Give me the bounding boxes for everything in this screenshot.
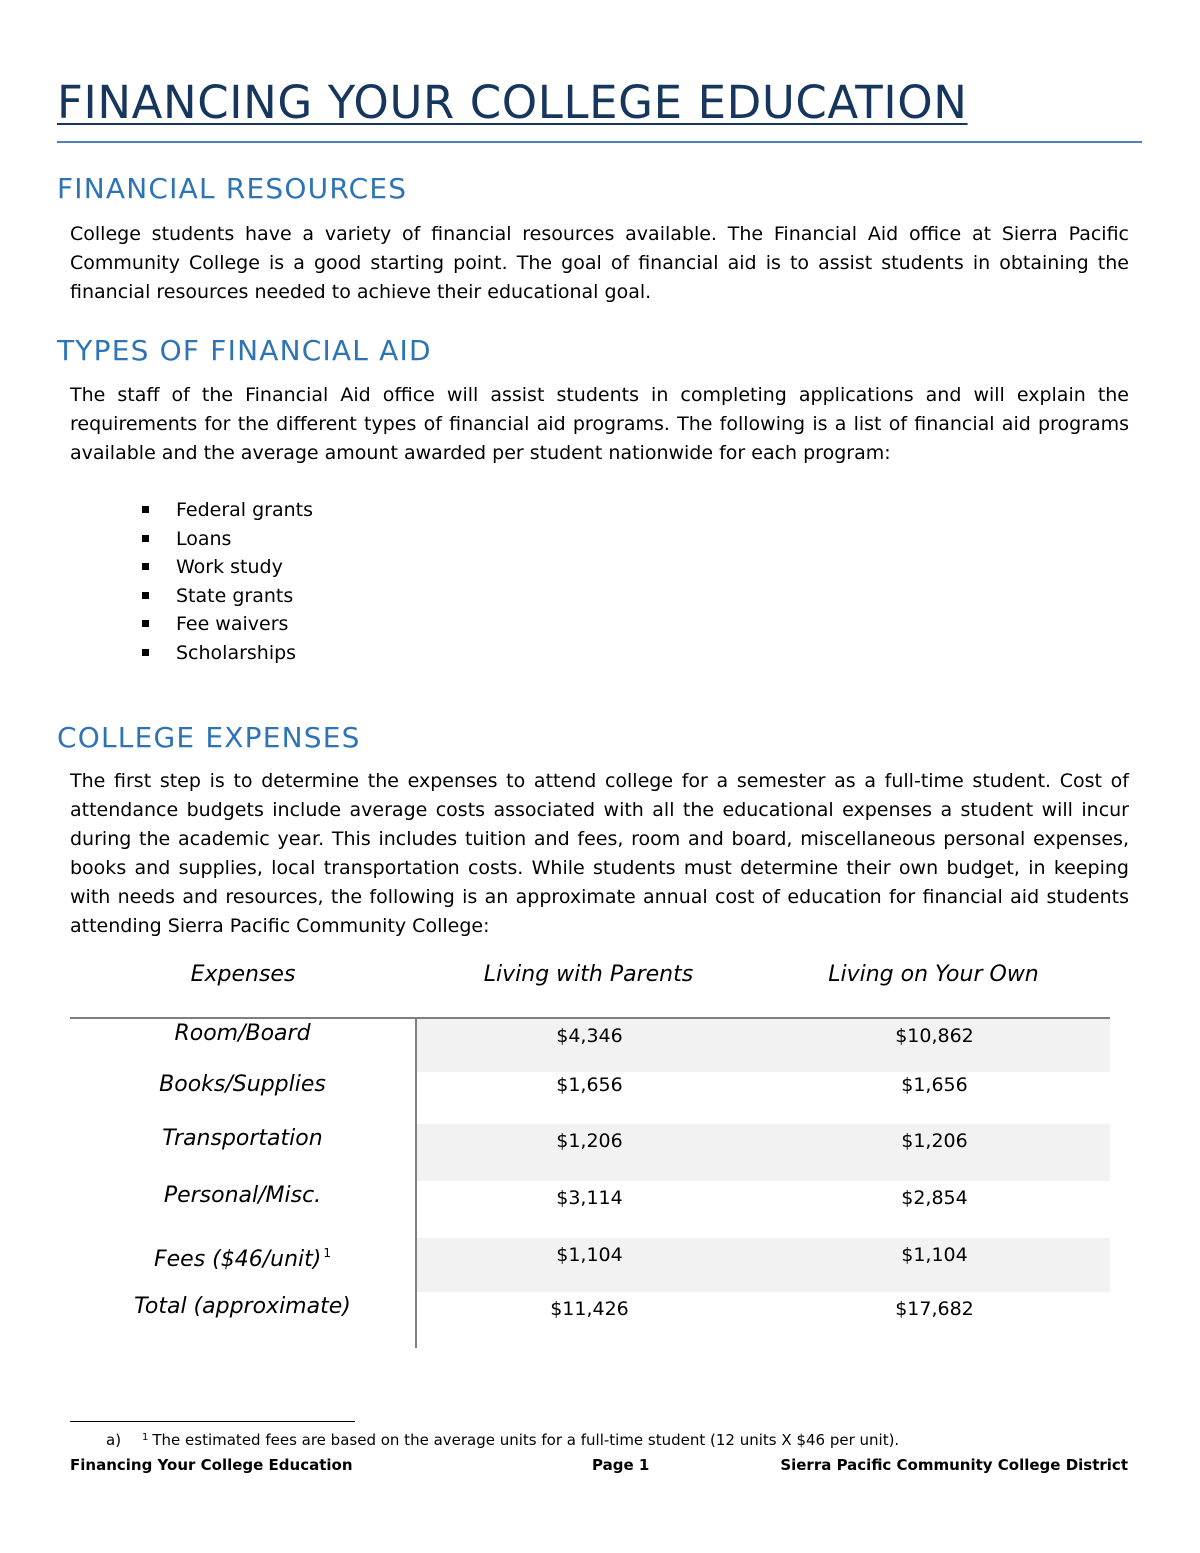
- table-header-living-on-your-own: Living on Your Own: [828, 962, 1039, 987]
- table-row-books-supplies: [70, 1072, 1110, 1124]
- list-item-label: State grants: [176, 584, 294, 607]
- square-bullet-icon: [142, 592, 149, 599]
- value-living-on-your-own: $2,854: [901, 1187, 968, 1209]
- value-living-with-parents: $11,426: [550, 1298, 629, 1320]
- list-item-federal-grants: [140, 496, 313, 525]
- list-item-label: Fee waivers: [176, 613, 289, 636]
- paragraph-college-expenses: The first step is to determine the expenses to attend college for a semester as a full-time student. Cost of attendance budgets include average costs associated with all the educational expenses a student will incur during the academic year. This includes tuition and fees, room and board, miscellaneous personal expenses, books and supplies, local transportation costs. While students must determine their own budget, in keeping with needs and resources, the following is an approximate annual cost of education for financial aid students attending Sierra Pacific Community College:: [70, 770, 1129, 937]
- table-row-personal-misc: [70, 1181, 1110, 1238]
- value-living-on-your-own: $17,682: [895, 1298, 974, 1320]
- list-item-label: Federal grants: [176, 499, 314, 521]
- page-title: FINANCING YOUR COLLEGE EDUCATION: [57, 76, 968, 129]
- expense-table: [70, 950, 1110, 1350]
- footnote-number: 1: [142, 1432, 149, 1443]
- footnote-marker: a): [106, 1431, 122, 1449]
- square-bullet-icon: [142, 535, 149, 542]
- list-item-work-study: [140, 553, 313, 582]
- financial-aid-list: [140, 496, 313, 668]
- value-living-on-your-own: $10,862: [895, 1025, 974, 1047]
- value-living-with-parents: $1,656: [556, 1074, 623, 1096]
- value-living-on-your-own: $1,104: [901, 1244, 968, 1266]
- square-bullet-icon: [142, 506, 149, 513]
- square-bullet-icon: [142, 620, 149, 627]
- heading-college-expenses: COLLEGE EXPENSES: [57, 721, 361, 754]
- footer-document-title: Financing Your College Education: [70, 1456, 353, 1474]
- value-living-on-your-own: $1,206: [901, 1130, 968, 1152]
- value-living-with-parents: $4,346: [556, 1025, 623, 1047]
- row-label: Personal/Misc.: [163, 1183, 322, 1208]
- table-column-rule: [415, 1018, 417, 1348]
- row-label: Room/Board: [174, 1021, 311, 1046]
- table-header-living-with-parents: Living with Parents: [483, 962, 694, 987]
- footnote: [106, 1431, 899, 1449]
- list-item-label: Work study: [176, 556, 283, 579]
- paragraph-financial-resources: College students have a variety of financial resources available. The Financial Aid office at Sierra Pacific Community College is a good starting point. The goal of financial aid is to assist students in obtaining the financial resources needed to achieve their educational goal.: [70, 223, 1129, 303]
- footnote-reference: 1: [323, 1246, 331, 1260]
- row-label: Transportation: [162, 1126, 323, 1151]
- square-bullet-icon: [142, 649, 149, 656]
- value-living-with-parents: $1,206: [556, 1130, 623, 1152]
- title-rule: [57, 141, 1142, 143]
- value-living-with-parents: $3,114: [556, 1187, 623, 1209]
- row-label: Total (approximate): [134, 1294, 351, 1319]
- row-label: Fees ($46/unit) $^1$: [153, 1246, 331, 1272]
- table-row-transportation: [70, 1124, 1110, 1181]
- square-bullet-icon: [142, 563, 149, 570]
- list-item-label: Scholarships: [176, 641, 297, 664]
- row-label: Books/Supplies: [159, 1072, 326, 1097]
- table-row-room-board: [70, 1019, 1110, 1072]
- footnote-separator: [70, 1421, 355, 1422]
- list-item-fee-waivers: [140, 610, 313, 639]
- list-item-state-grants: [140, 582, 313, 611]
- value-living-with-parents: $1,104: [556, 1244, 623, 1266]
- list-item-scholarships: [140, 639, 313, 668]
- value-living-on-your-own: $1,656: [901, 1074, 968, 1096]
- footer-organization: Sierra Pacific Community College District: [780, 1456, 1128, 1474]
- footnote-text: The estimated fees are based on the average units for a full-time student (12 units X $46 per unit).: [152, 1431, 900, 1449]
- heading-financial-resources: FINANCIAL RESOURCES: [57, 172, 408, 205]
- table-row-fees: [70, 1238, 1110, 1292]
- table-row-total: [70, 1292, 1110, 1348]
- list-item-label: Loans: [176, 527, 232, 550]
- table-header-expenses: Expenses: [190, 962, 296, 987]
- footer-page-number: Page 1: [592, 1456, 650, 1474]
- paragraph-types-of-financial-aid: The staff of the Financial Aid office will assist students in completing applications and will explain the requirements for the different types of financial aid programs. The following is a list of financial aid programs available and the average amount awarded per student nationwide for each program:: [70, 384, 1129, 464]
- list-item-loans: [140, 525, 313, 554]
- heading-types-of-financial-aid: TYPES OF FINANCIAL AID: [57, 334, 432, 367]
